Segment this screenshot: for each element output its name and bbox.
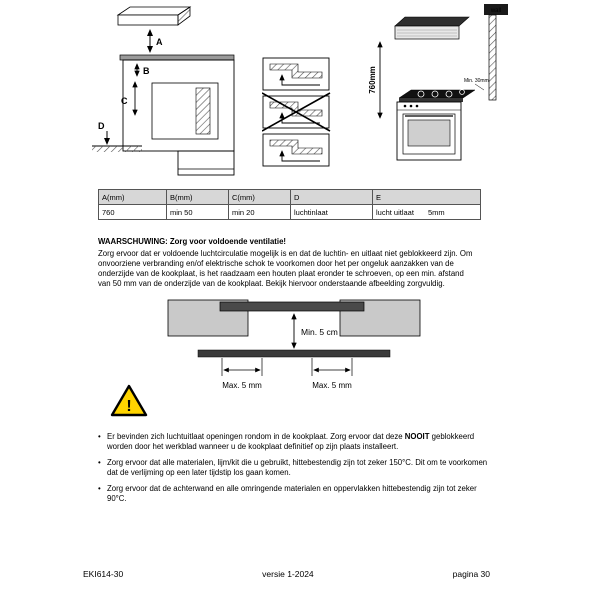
vent-option-1 [263,58,329,90]
list-item [98,432,490,452]
bullet-text-pre: Er bevinden zich luchtuitlaat openingen rondom in de kookplaat. Zorg ervoor dat deze [107,432,405,441]
cabinet-outline [123,60,234,151]
bullet-text: Zorg ervoor dat de achterwand en alle omringende materialen en oppervlakken hittebestendig zijn tot zeker 90°C. [107,483,477,503]
bullet-marker: • [98,457,101,467]
max-gap-left-measure [222,358,262,390]
bullet-text-bold: NOOIT [404,432,430,441]
vent-option-2-crossed [262,93,330,131]
max-gap-right-measure [312,358,352,390]
list-item [98,484,490,504]
height-dimension-label: 760mm [368,66,377,94]
max-gap-right-label: Max. 5 mm [312,381,352,390]
bullet-marker: • [98,432,101,441]
dim-label-d: D [98,121,105,131]
page-footer [83,569,490,579]
dim-label-b: B [143,66,150,76]
notes-list [98,432,490,510]
dim-label-c: C [121,96,128,106]
installation-cross-section-diagram [90,3,240,187]
col-header-e: E [373,190,481,205]
worktop-clearance-diagram [166,292,424,396]
footer-model: EKI614-30 [83,569,124,579]
footer-version: versie 1-2024 [262,569,314,579]
oven-wall-clearance-diagram [363,2,511,170]
table-header-row [99,190,481,205]
cell-d: luchtinlaat [291,205,373,220]
footer-page-number: pagina 30 [452,569,490,579]
vent-channel-hatch [196,88,210,134]
min-gap-label: Min. 30mm [464,78,489,84]
col-header-d: D [291,190,373,205]
warning-body: Zorg ervoor dat er voldoende luchtcirculatie mogelijk is en dat de luchtin- en uitlaat niet geblokkeerd zijn. Om onvoorziene verbranding en/of elektrische schok te voorkomen door het per ongeluk aanzakken van de onderzijde van de kookplaat, is het raadzaam een houten plaat eronder te schroeven, op een min. afstand van 50 mm van de onderzijde van de kookplaat. Bekijk hiervoor onderstaande afbeelding zorgvuldig. [98,249,473,288]
wooden-board [198,350,390,357]
min-clearance-label: Min. 5 cm [301,327,338,337]
cell-a: 760 [99,205,167,220]
vent-option-3 [263,134,329,166]
bullet-text [107,432,490,452]
dim-label-a: A [156,37,163,47]
cell-b: min 50 [167,205,229,220]
cooker-hood [395,17,469,39]
wall-label: wall [490,8,502,14]
cell-e-value: 5mm [427,207,445,217]
wall-hatch [489,15,496,100]
cooktop-slab [120,55,234,60]
exclamation-glyph: ! [126,398,132,415]
cooktop [399,90,475,102]
table-row [99,205,481,220]
col-header-c: C(mm) [229,190,291,205]
cooktop-bar [220,302,364,311]
ventilation-options-diagram [262,57,334,167]
max-gap-left-label: Max. 5 mm [222,381,262,390]
cell-e-label: lucht uitlaat [376,207,414,217]
warning-title: WAARSCHUWING: Zorg voor voldoende ventilatie! [98,237,286,246]
cell-c: min 20 [229,205,291,220]
lower-unit [178,151,234,175]
dimensions-table [98,189,481,220]
min-gap-pointer [475,84,484,90]
oven-cabinet [397,102,461,160]
cell-e [373,205,481,220]
warning-triangle-icon [110,383,148,419]
list-item [98,458,490,478]
bullet-text-post: geblokkeerd worden door het werkblad wanneer u de kookplaat definitief op zijn plaats installeert. [107,432,475,451]
col-header-b: B(mm) [167,190,229,205]
ground-hatch [92,146,142,152]
bullet-text: Zorg ervoor dat alle materialen, lijm/kit die u gebruikt, hittebestendig zijn tot zeker 150°C. Dit om te voorkomen dat de verlijming op een later tijdstip los gaan komen. [107,457,488,477]
bullet-marker: • [98,483,101,493]
col-header-a: A(mm) [99,190,167,205]
worktop-piece [118,7,190,25]
